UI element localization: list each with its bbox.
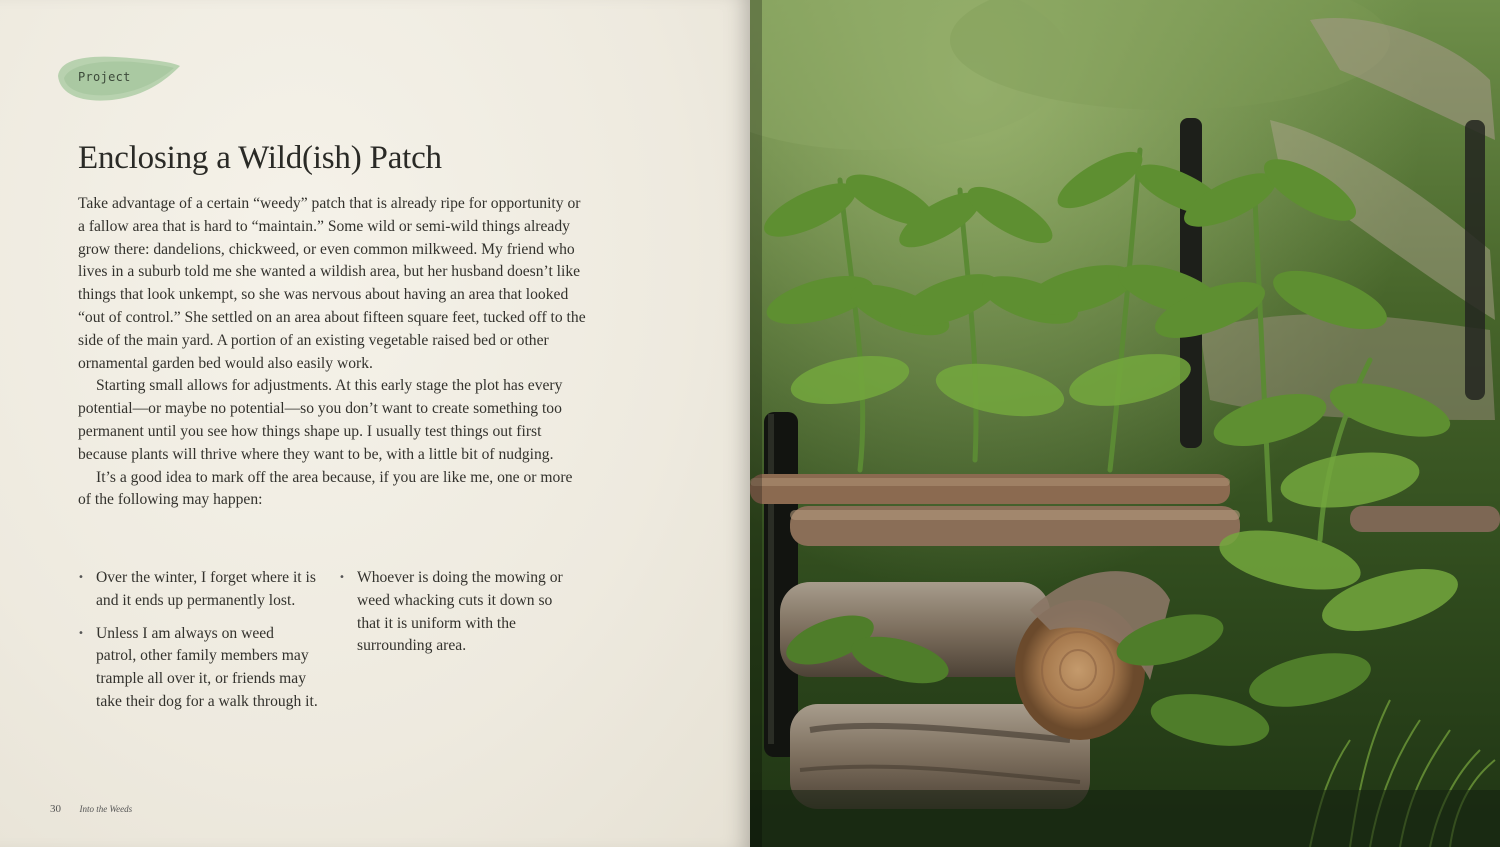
bullet-text: Unless I am always on weed patrol, other family members may trample all over it, or friends may take their dog for a walk through it. bbox=[96, 624, 318, 710]
bullet-dot-icon: • bbox=[78, 572, 84, 583]
page-footer bbox=[50, 803, 132, 815]
nettle-garden-photo bbox=[750, 0, 1500, 847]
bullet-dot-icon: • bbox=[339, 572, 345, 583]
project-tag bbox=[50, 50, 182, 104]
bullet-text: Over the winter, I forget where it is and it ends up permanently lost. bbox=[96, 569, 316, 609]
body-text bbox=[78, 193, 588, 512]
bullet-item bbox=[339, 567, 579, 658]
bullet-item bbox=[78, 623, 318, 714]
right-page-photo bbox=[750, 0, 1500, 847]
running-title: Into the Weeds bbox=[79, 804, 133, 814]
bullet-text: Whoever is doing the mowing or weed whacking cuts it down so that it is uniform with the surrounding area. bbox=[357, 569, 563, 655]
paragraph: It’s a good idea to mark off the area because, if you are like me, one or more of the following may happen: bbox=[78, 468, 573, 509]
paragraph: Starting small allows for adjustments. At this early stage the plot has every potential—or maybe no potential—so you don’t want to create something too permanent until you see how things shape up. I usually test things out first because plants will thrive where they want to be, with a little bit of nudging. bbox=[78, 377, 563, 463]
page-number: 30 bbox=[50, 803, 61, 815]
bullet-dot-icon: • bbox=[78, 627, 84, 639]
page-title: Enclosing a Wild(ish) Patch bbox=[78, 140, 442, 176]
bullet-item bbox=[78, 567, 318, 613]
bullet-column-right bbox=[339, 567, 579, 668]
project-tag-label: Project bbox=[78, 70, 131, 84]
paragraph: Take advantage of a certain “weedy” patch that is already ripe for opportunity or a fallow area that is hard to “maintain.” Some wild or semi-wild things already grow there: dandelions, chickweed, or even common milkweed. My friend who lives in a suburb told me she wanted a wildish area, but her husband doesn’t like things that look unkempt, so she was nervous about having an area that looked “out of control.” She settled on an area about fifteen square feet, tucked off to the side of the main yard. A portion of an existing vegetable raised bed or other ornamental garden bed would also easily work. bbox=[78, 195, 586, 372]
bullet-column-left bbox=[78, 567, 318, 724]
